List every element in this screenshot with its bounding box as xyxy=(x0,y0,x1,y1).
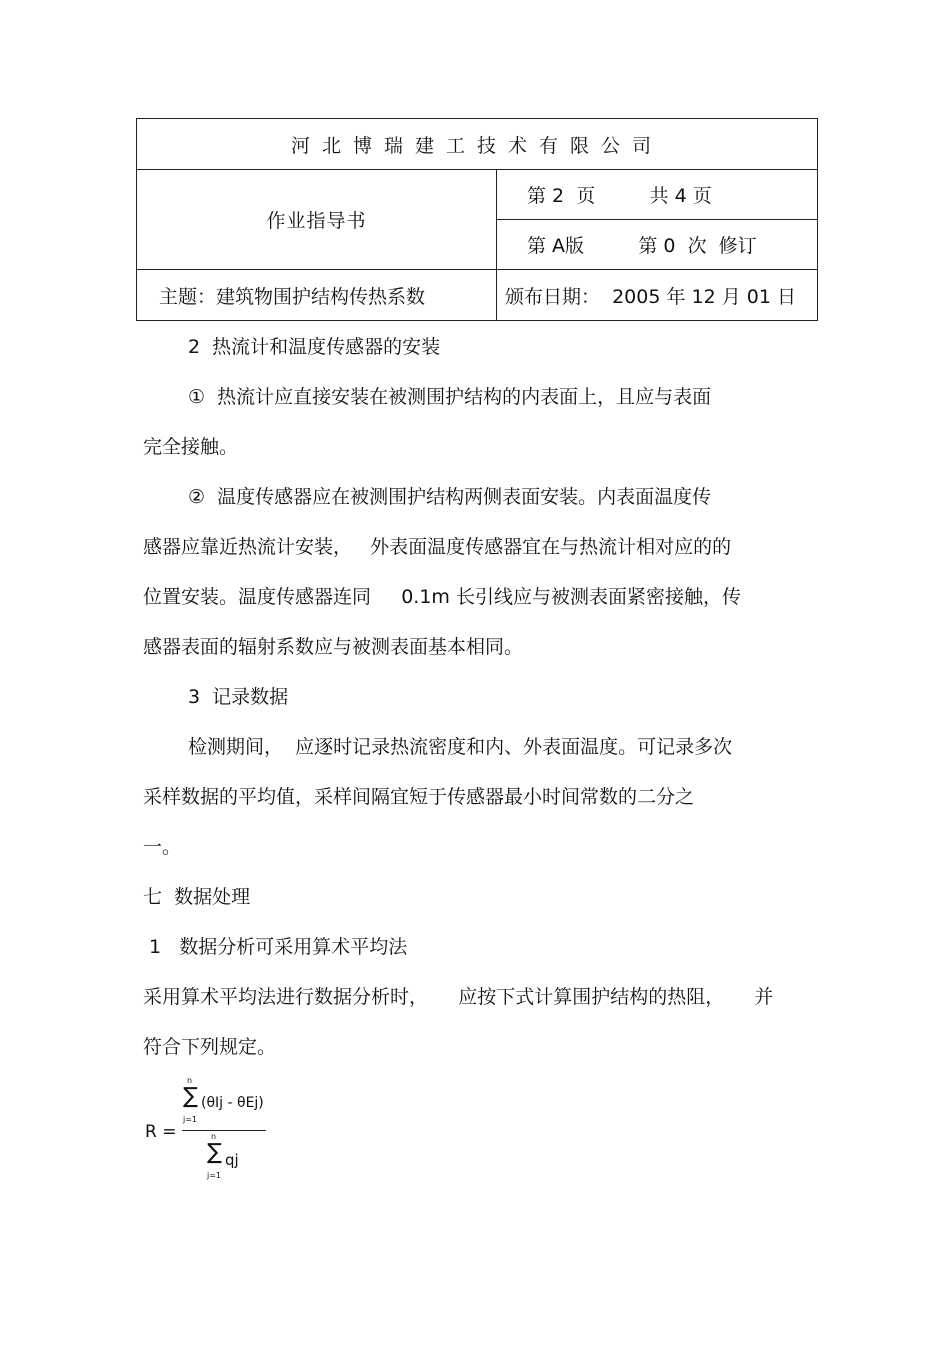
paragraph-line: 感器应靠近热流计安装， 外表面温度传感器宜在与热流计相对应的的 xyxy=(143,536,732,558)
paragraph-line: 符合下列规定。 xyxy=(143,1036,277,1058)
paragraph-line: 感器表面的辐射系数应与被测表面基本相同。 xyxy=(143,636,524,658)
formula-numerator: (θIj - θEj) xyxy=(201,1095,264,1111)
page-row xyxy=(137,170,818,220)
denominator-upper-limit: n xyxy=(211,1132,217,1141)
paragraph-line: ① 热流计应直接安装在被测围护结构的内表面上，且应与表面 xyxy=(188,386,712,408)
issue-date: 颁布日期： 2005 年 12 月 01 日 xyxy=(497,270,818,321)
paragraph-line: 完全接触。 xyxy=(143,436,239,458)
page-info: 第 2 页 共 4 页 xyxy=(497,170,818,220)
thermal-resistance-formula xyxy=(145,1072,285,1182)
denominator-lower-limit: j=1 xyxy=(207,1171,222,1180)
header-table xyxy=(136,118,818,321)
numerator-sum-symbol: ∑ xyxy=(183,1084,198,1109)
subject: 主题：建筑物围护结构传热系数 xyxy=(137,270,497,321)
section-heading: 2 热流计和温度传感器的安装 xyxy=(188,336,441,358)
company-row xyxy=(137,119,818,170)
denominator-sum-symbol: ∑ xyxy=(207,1140,222,1165)
numerator-lower-limit: j=1 xyxy=(183,1115,198,1124)
section-heading: 3 记录数据 xyxy=(188,686,289,708)
paragraph-line: 采样数据的平均值，采样间隔宜短于传感器最小时间常数的二分之 xyxy=(143,786,695,808)
paragraph-line: ② 温度传感器应在被测围护结构两侧表面安装。内表面温度传 xyxy=(188,486,712,508)
formula-lhs: R = xyxy=(145,1122,177,1142)
formula-denominator: qj xyxy=(225,1151,239,1169)
paragraph-line: 位置安装。温度传感器连同 0.1m 长引线应与被测表面紧密接触，传 xyxy=(143,586,741,608)
subject-row xyxy=(137,270,818,321)
version-info: 第 A版 第 0 次 修订 xyxy=(497,220,818,270)
document-title: 作业指导书 xyxy=(137,170,497,270)
company-name: 河北博瑞建工技术有限公司 xyxy=(137,119,818,170)
body-text xyxy=(143,322,823,1072)
paragraph-line: 采用算术平均法进行数据分析时， 应按下式计算围护结构的热阻， 并 xyxy=(143,986,774,1008)
fraction-bar xyxy=(182,1130,266,1131)
chapter-heading: 七 数据处理 xyxy=(143,886,251,908)
section-heading: 1 数据分析可采用算术平均法 xyxy=(143,936,408,958)
paragraph-line: 一。 xyxy=(143,836,182,858)
paragraph-line: 检测期间， 应逐时记录热流密度和内、外表面温度。可记录多次 xyxy=(188,736,733,758)
numerator-upper-limit: n xyxy=(187,1076,193,1085)
